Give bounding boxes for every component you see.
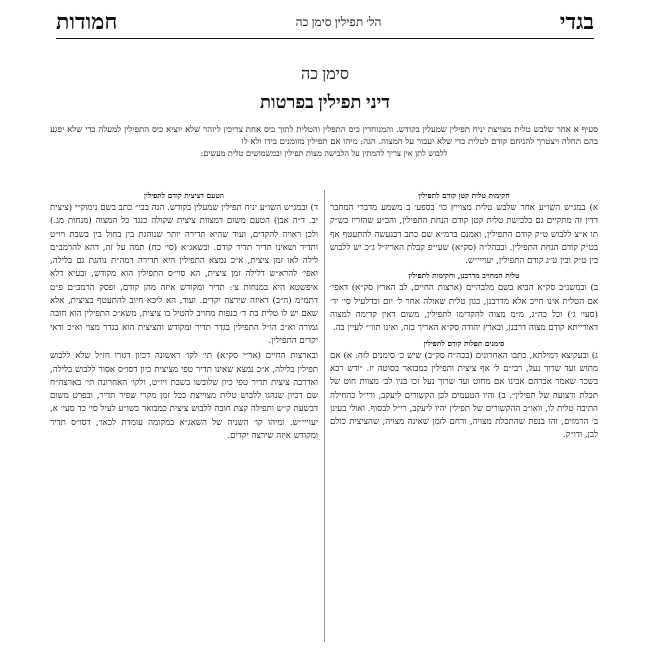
running-header-left: חמודות: [56, 9, 118, 34]
siman-title: דיני תפילין בפרטות: [260, 92, 390, 112]
running-header-center: הל׳ תפילין סימן כה: [295, 14, 382, 29]
paragraph: ב) ובמשנ״ב סק״א הביא בשם מלבהיים (ארצות החיים, לב הארץ סק״א) דאפי׳ אם הטלית אינו חייב אלא מדרבנן, כגון טלית שאולה אחר ל׳ יום וכדלעיל סי׳ יד׳ (סעי׳ ג׳) וכל כה״ג, מ״מ מצוה להקדימו לתפילין, משום דאין קדימה למצוה דאורייתא קודם מצוה דרבנן, ובארץ יהודה סק״א האריך בזה, ואינו תוו׳״ לעיין בה.: [330, 283, 598, 334]
paragraph: א) במג״ש השו״ע אחר שלבש טלית מצוייץ כו׳ בספע׳ ב משמע מדברי המחבר דדין זה מתקיים גם בלבישת טלית קטן קודם הנחת התפילין, והכ״ע שהזריז בש״ק תו א״צ ללבוש ט״ק קודם התפילין, ואמנם ברמ״א שם כתב דבנעשה להתעטף אף בט״ק קודם הנחת התפילין. ובבהל״ה (סק״א) שעי״פ קבלת האריז״ל ג״כ יש ללבוש בין ט״ק ובין ט״ג קודם התפילין, יעוייי״ש.: [330, 203, 598, 267]
left-column: [50, 188, 318, 644]
paragraph: ובארצות החיים (אר״י סק״א) תי׳ לקו׳ ראשונה דכיון דגזרו חז״ל שלא ללבוש תפילין בלילה, א״כ נמצא שאינו תדיר טפי מציצית כיון דסו״ס אסור ללבוש בלילה, ואדרבה ציצית תדיר טפי כיון שלובשו בשבת ויו״ט, ולקו׳ האחרונה תי׳ בארצה״ח שם דכיון שנהגו ללבוש טלית מצוייצת ככל זמן מקרי שפיר תדיר, ובפרט משום דבשעת ק״ש ותפילה קצת חובה ללבוש ציצית כמבואר בשו״ע לעיל סי׳ כד סעי׳ א, יעוייי״ש. ומיהו קו׳ השניה של השאג״א במקומה עומדת לכאו׳, דסו״ס תדיר ומקודש איזה שירצה יקדים.: [50, 351, 318, 442]
running-header: [56, 6, 594, 39]
paragraph: ד) ובמג״ש השו״ע יניח תפילין שמעלין בקודש. הנה בבי״ כתב בשם נימוק״י (ציצית יב. ד״ה אבן) הטעם משום דמצוות ציצית שקולה כנגד כל המצוה (מנחות מג.) ולכן ראויה להקדים, ועוד שהיא תדירה יותר שנוהגת בין בחול בין בשבת ויו״ט ותדיר ושאינו תדיר תדיר קודם. ובשאג״א (סי׳ כח) תמה על זה, דהא להרמב״ם לילה לאו זמן ציצית, א״כ נמצא התפילין היא תדירה דמה״ת נוהגת גם בלילה, ואפי׳ להרא״ש דלילה זמן ציצית, הא סוי״ס התפילין הוא מקודש, ובעיא דלא איפשטא היא במנחות צ׳: תדיר ומקודש איזה מהן קודם, ופסק הרמב״ם פ״ט דתמ״מ (ה״ב) דאיזה שירצה יקדים. ועוד, הא ליכא חיוב להתעטף בציצית, אלא שאם יש לו טלית בת ד׳ כנפות מחויב להטיל בו ציצית, משא״כ התפילין הוא חובה גמורה וא״כ הו״ל התפילין בגדר תדיר ומקודש והציצית הוא בגדר מצוי וא״כ ודאי יקדים התפילין.: [50, 203, 318, 346]
paragraph: ג) ובעקיצא דמילתא, כתבו האחרונים (בכה״ח סק״ב) שיש כ׳ סימנים לזה: א) אם מתוש ועד שרוך נעל, רבי״ם ל׳ אף ציצית ותפילין כמבואר בסוטה יז. ״ודש רבא בשכר שאמר אברהם אבינו אם מחוט ועד שרוך נעל זכו בניו לב׳ מצוות חוט של תכלת ורצועה של תפילין״. ב) והיו הטעמים לכן הקשורים ליעקב, ורי״ל כהחילה התיבה טלית לו, וואו״ב ההקשורים של תפילין יהיו ליעקב, רי״ל לבסוף. ואולי בעינן ב׳ הרמזים, זהו בנפת שהתכלת מצויה, ורחם לזמן שאינה מצויה, שהציצית כולם לבן, ודו״ק.: [330, 350, 598, 441]
section-heading: סימנים תפלות קודם לתפילין: [423, 338, 505, 348]
siman-number: סימן כה: [301, 66, 349, 83]
intro-text: [50, 124, 598, 161]
section-heading: חקימות טלית קטן קודם לתפילין: [418, 191, 510, 200]
running-header-right: בגדי: [559, 9, 594, 34]
intro-main: סעיף א אחר שלבש טלית מצויצת יניח תפילין שמעלין בקודש. והמנוחדין כיס התפלין והטלית לתוך כיס אחת צריכין ליזהר שלא יוציא כיס התפילין למעלה כדי שלא יפגע בהם תחלה ויצטרך להניחם קודם לטלית כדי שלא יעבור על המצוה. הגה: מיהו אם תפילין מזומנים בידו ולא לו: [50, 125, 598, 148]
right-column: [330, 188, 598, 644]
section-heading: טלית המחויב מדרבנן, וחקימות לתפילין: [408, 271, 520, 281]
section-heading: הטעם דציצית קודם לתפילין: [143, 191, 225, 200]
intro-note: ללבוש לתן אין צריך להמתין על הלבישה מצות תפילין ובמשמושים טלית מעשים:: [200, 149, 448, 159]
commentary-columns: [50, 188, 598, 644]
